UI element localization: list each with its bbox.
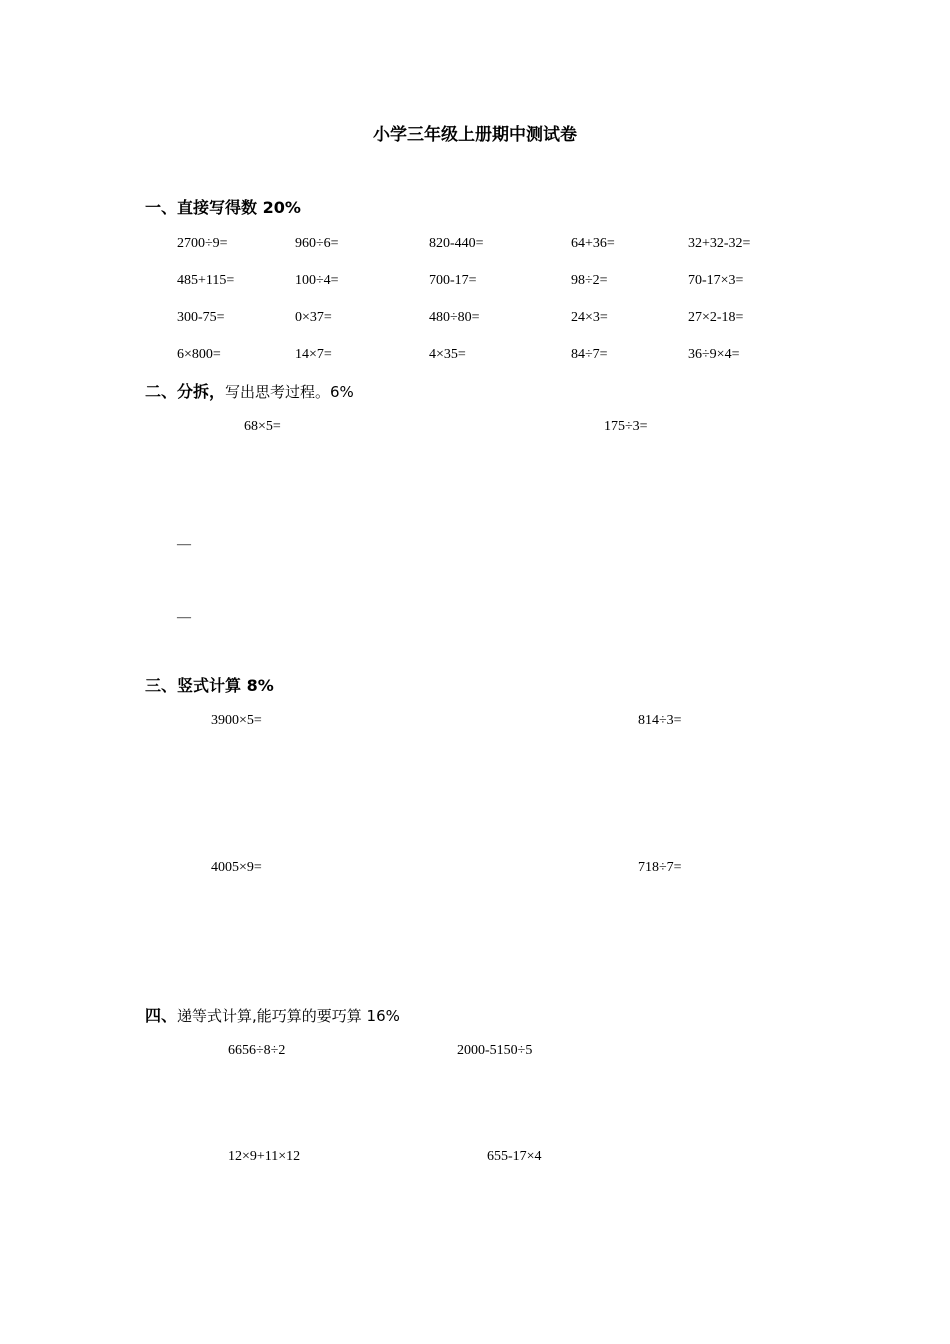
problem: 98÷2= — [571, 273, 608, 288]
problem: 100÷4= — [295, 273, 339, 288]
page-title: 小学三年级上册期中测试卷 — [373, 125, 577, 145]
problem: 6656÷8÷2 — [228, 1043, 286, 1058]
section-2-heading-normal: 写出思考过程。6% — [225, 383, 354, 401]
problem: 32+32-32= — [688, 236, 751, 251]
answer-dash: — — [177, 537, 191, 552]
section-3-heading: 三、竖式计算 8% — [145, 676, 274, 695]
problem: 485+115= — [177, 273, 235, 288]
section-2-heading-bold: 二、分拆， — [145, 382, 226, 401]
problem: 300-75= — [177, 310, 225, 325]
problem: 27×2-18= — [688, 310, 744, 325]
section-2-heading — [145, 384, 354, 400]
problem: 480÷80= — [429, 310, 480, 325]
problem: 36÷9×4= — [688, 347, 740, 362]
problem: 820-440= — [429, 236, 484, 251]
problem: 718÷7= — [638, 860, 682, 875]
problem: 0×37= — [295, 310, 332, 325]
section-4-heading — [145, 1008, 400, 1024]
problem: 14×7= — [295, 347, 332, 362]
problem: 64+36= — [571, 236, 615, 251]
problem: 4005×9= — [211, 860, 262, 875]
problem: 68×5= — [244, 419, 281, 434]
problem: 814÷3= — [638, 713, 682, 728]
problem: 960÷6= — [295, 236, 339, 251]
problem: 655-17×4 — [487, 1149, 542, 1164]
answer-dash: — — [177, 610, 191, 625]
problem: 12×9+11×12 — [228, 1149, 301, 1164]
section-4-heading-bold: 四、 — [145, 1006, 178, 1025]
problem: 24×3= — [571, 310, 608, 325]
section-4-heading-normal: 递等式计算,能巧算的要巧算 16% — [177, 1007, 400, 1025]
problem: 2000-5150÷5 — [457, 1043, 533, 1058]
problem: 175÷3= — [604, 419, 648, 434]
section-1-heading: 一、直接写得数 20% — [145, 198, 301, 217]
problem: 2700÷9= — [177, 236, 228, 251]
problem: 70-17×3= — [688, 273, 744, 288]
problem: 84÷7= — [571, 347, 608, 362]
problem: 4×35= — [429, 347, 466, 362]
problem: 6×800= — [177, 347, 221, 362]
problem: 700-17= — [429, 273, 477, 288]
problem: 3900×5= — [211, 713, 262, 728]
